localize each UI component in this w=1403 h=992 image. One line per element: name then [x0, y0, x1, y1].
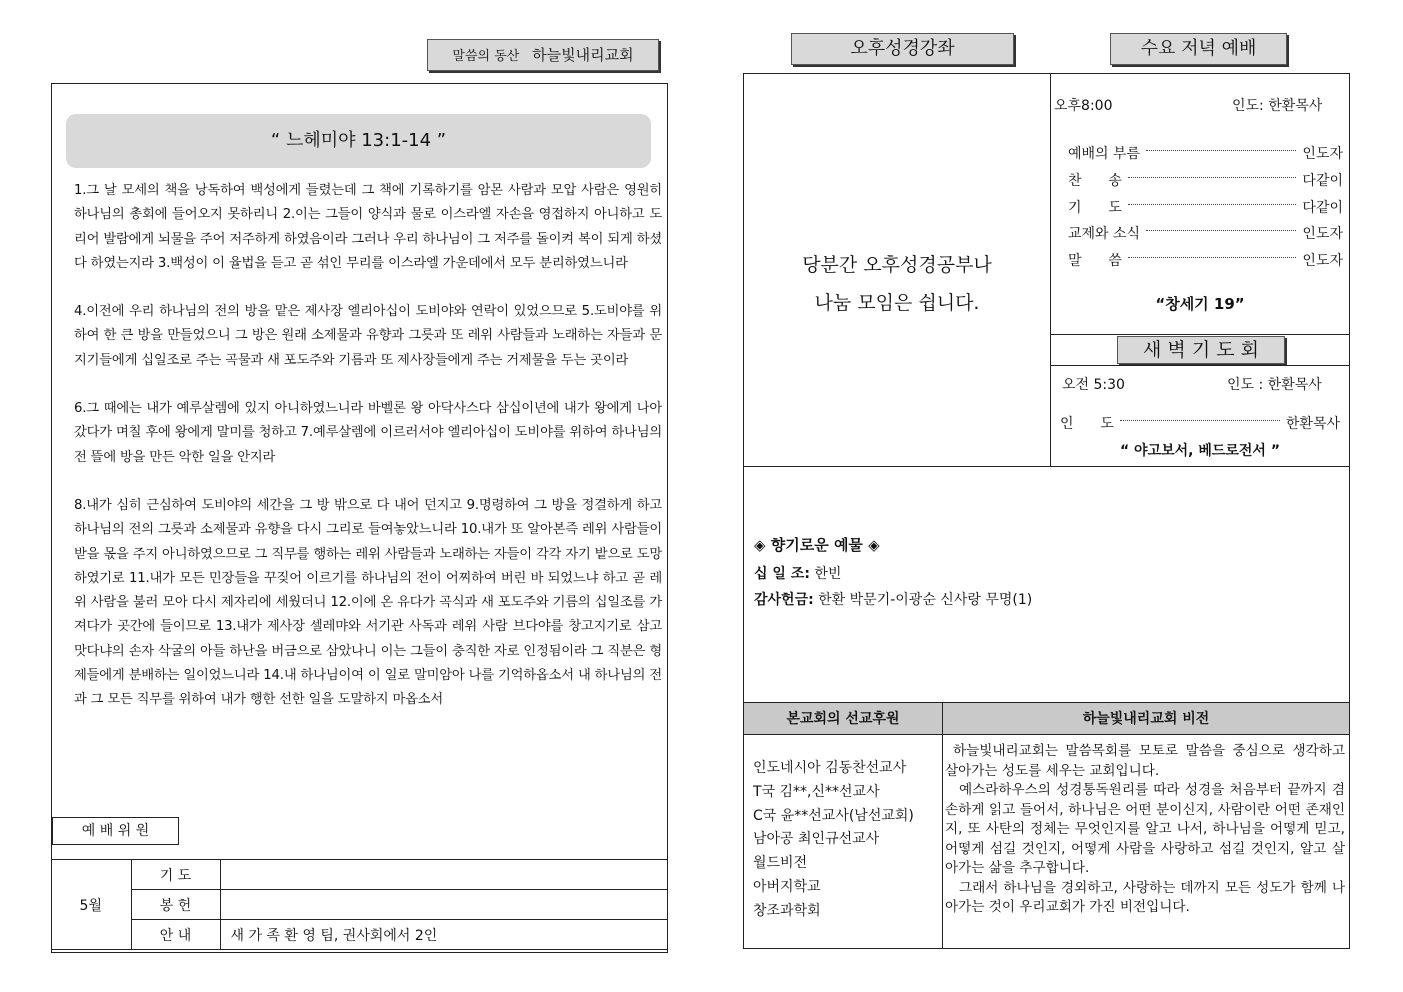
duty-role: 안 내 [131, 920, 220, 950]
order-item-name: 찬 송 [1068, 173, 1122, 189]
vision-header: 하늘빛내리교회 비전 [1082, 711, 1210, 727]
table-row [51, 920, 668, 950]
tithe-label: 십 일 조: [754, 566, 810, 582]
table-row [51, 890, 668, 920]
afternoon-title: 오후성경강좌 [850, 38, 955, 59]
afternoon-notice [744, 246, 1050, 322]
table-row [51, 860, 668, 890]
divider [1050, 365, 1350, 366]
leader-dots [1146, 230, 1296, 231]
leader-dots [1146, 150, 1296, 151]
tithe-line [754, 563, 841, 583]
leader-dots [1120, 420, 1280, 421]
wednesday-title-pill [1110, 33, 1287, 65]
duty-value [220, 860, 668, 890]
leader-dots [1128, 204, 1297, 205]
duty-value [220, 890, 668, 920]
list-item: T국 김**,신**선교사 [753, 783, 880, 800]
order-item-who: 다같이 [1302, 173, 1343, 189]
header-subtitle: 말씀의 동산 [452, 49, 520, 64]
scripture-paragraph: 1.그 날 모세의 책을 낭독하여 백성에게 들렸는데 그 책에 기록하기를 암몬 사람과 모압 사람은 영원히 하나님의 총회에 들어오지 못하리니 2.이는 그들이 양식과 물로 이스라엘 자손을 영접하지 아니하고 도리어 발람에게 뇌물을 주어 저주하게 하였음이라 그러나 우리 하나님이 그 저주를 돌이켜 복이 되게 하셨다 하였는지라 3.백성이 이 율법을 듣고 곧 섞인 무리를 이스라엘 가운데에서 모두 분리하였느니라 [74, 183, 662, 271]
wednesday-leader: 인도: 한환목사 [1232, 98, 1323, 114]
duty-role: 기 도 [131, 860, 220, 890]
mission-header: 본교회의 선교후원 [786, 711, 900, 727]
order-item-name: 기 도 [1068, 200, 1122, 216]
scripture-paragraph: 6.그 때에는 내가 예루살렘에 있지 아니하였느니라 바벨론 왕 아닥사스다 삼십이년에 내가 왕에게 나아갔다가 며칠 후에 왕에게 말미를 청하고 7.예루살렘에 이르러서야 엘리아십이 도비야를 위하여 하나님의 전 뜰에 방을 만든 악한 일을 안지라 [74, 401, 662, 465]
scripture-title-banner [66, 114, 651, 168]
dawn-leader: 인도 : 한환목사 [1227, 377, 1322, 393]
list-item: 아버지학교 [753, 878, 821, 895]
scripture-paragraph: 4.이전에 우리 하나님의 전의 방을 맡은 제사장 엘리아십이 도비야와 연락이 있었으므로 5.도비야를 위하여 한 큰 방을 만들었으니 그 방은 원래 소제물과 유향과 그릇과 또 레위 사람들과 노래하는 자들과 문지기들에게 십일조로 주는 곡물과 새 포도주와 기름과 또 제사장들에게 주는 거제물을 두는 곳이라 [74, 304, 662, 368]
dawn-text: “ 야고보서, 베드로전서 ” [1119, 443, 1281, 459]
church-name: 하늘빛내리교회 [532, 46, 634, 64]
wednesday-time: 오후8:00 [1054, 98, 1113, 114]
scripture-paragraph: 8.내가 심히 근심하여 도비야의 세간을 그 방 밖으로 다 내어 던지고 9.명령하여 그 방을 정결하게 하고 하나님의 전의 그릇과 소제물과 유향을 다시 그리로 들여놓았느니라 10.내가 또 알아본즉 레위 사람들이 받을 몫을 주지 아니하였으므로 그 직무를 행하는 레위 사람들과 노래하는 자들이 각각 자기 밭으로 도망하였기로 11.내가 모든 민장들을 꾸짖어 이르기를 하나님의 전이 어찌하여 버린 바 되었느냐 하고 곧 레위 사람을 불러 모아 다시 제자리에 세웠더니 12.이에 온 유다가 곡식과 새 포도주와 기름의 십일조를 가져다가 곳간에 들이므로 13.내가 제사장 셀레먀와 서기관 사독과 레위 사람 브다야를 창고지기로 삼고 맛다냐의 손자 삭굴의 아들 하난을 버금으로 삼았나니 이는 그들이 충직한 자로 인정됨이라 그 직분은 형제들에게 분배하는 일이었느니라 14.내 하나님이여 이 일로 말미암아 나를 기억하옵소서 내 하나님의 전과 그 모든 직무를 위하여 내가 행한 선한 일을 도말하지 마옵소서 [74, 497, 662, 708]
dawn-time: 오전 5:30 [1062, 377, 1125, 393]
order-item-who: 인도자 [1302, 226, 1343, 242]
order-item-who: 인도자 [1302, 253, 1343, 269]
vision-paragraph: 그래서 하나님을 경외하고, 사랑하는 데까지 모든 성도가 함께 나아가는 것이 우리교회가 가진 비전입니다. [945, 879, 1345, 915]
tithe-names: 한빈 [809, 566, 842, 582]
order-item [1068, 170, 1343, 190]
dawn-item-name: 인 도 [1060, 416, 1114, 432]
duty-value: 새 가 족 환 영 팀, 권사회에서 2인 [220, 920, 668, 950]
duty-label-box [52, 817, 179, 845]
dawn-title-pill [1117, 336, 1285, 364]
offering-title: ◈ 향기로운 예물 ◈ [754, 536, 880, 554]
order-item-name: 교제와 소식 [1068, 226, 1141, 242]
vision-paragraph: 예스라하우스의 성경통독원리를 따라 성경을 처음부터 끝까지 겸손하게 읽고 들어서, 하나님은 어떤 분이신지, 사람이란 어떤 존재인지, 또 사탄의 정체는 무엇인지를 알고 나서, 하나님을 어떻게 믿고, 어떻게 섬길 것인지, 어떻게 사람을 사랑하고 섬길 것인지, 알고 살아가는 삶을 추구합니다. [945, 782, 1345, 876]
order-item [1068, 223, 1343, 243]
leader-dots [1128, 177, 1297, 178]
list-item: 인도네시아 김동찬선교사 [753, 760, 907, 776]
order-item-who: 인도자 [1302, 146, 1343, 162]
order-item-name: 말 씀 [1068, 253, 1122, 269]
list-item: 창조과학회 [753, 902, 821, 919]
thanks-line [754, 589, 1032, 609]
list-item: 남아공 최인규선교사 [753, 831, 880, 848]
vision-paragraph: 하늘빛내리교회는 말씀목회를 모토로 말씀을 중심으로 생각하고 살아가는 성도를 세우는 교회입니다. [945, 743, 1345, 779]
duty-label: 예 배 위 원 [81, 823, 150, 839]
divider [743, 466, 1350, 467]
divider [1050, 334, 1350, 335]
dawn-item-who: 한환목사 [1285, 416, 1340, 432]
list-item: C국 윤**선교사(남선교회) [753, 807, 914, 824]
thanks-names: 한환 박문기-이광순 신사랑 무명(1) [813, 592, 1033, 608]
notice-line: 나눔 모임은 쉽니다. [814, 292, 980, 314]
duty-role: 봉 헌 [131, 890, 220, 920]
divider [1050, 73, 1051, 466]
order-item [1068, 143, 1343, 163]
wednesday-sermon: “창세기 19” [1155, 295, 1245, 313]
leader-dots [1128, 257, 1297, 258]
thanks-label: 감사헌금: [754, 592, 814, 608]
vision-text [945, 742, 1345, 918]
order-item-who: 다같이 [1302, 200, 1343, 216]
list-item: 월드비전 [753, 855, 808, 872]
scripture-title: “ 느헤미야 13:1-14 ” [270, 130, 447, 151]
afternoon-title-pill [791, 33, 1014, 65]
dawn-title: 새 벽 기 도 회 [1143, 339, 1259, 361]
wednesday-title: 수요 저녁 예배 [1140, 38, 1257, 59]
order-item-name: 예배의 부름 [1068, 146, 1141, 162]
duty-table [51, 859, 668, 950]
notice-line: 당분간 오후성경공부나 [802, 254, 992, 276]
dawn-item [1060, 413, 1340, 433]
divider [942, 702, 943, 949]
mission-list [753, 757, 939, 924]
order-item [1068, 250, 1343, 270]
duty-month: 5월 [51, 860, 131, 950]
order-item [1068, 197, 1343, 217]
church-header-label [427, 39, 659, 71]
scripture-text [74, 179, 662, 737]
